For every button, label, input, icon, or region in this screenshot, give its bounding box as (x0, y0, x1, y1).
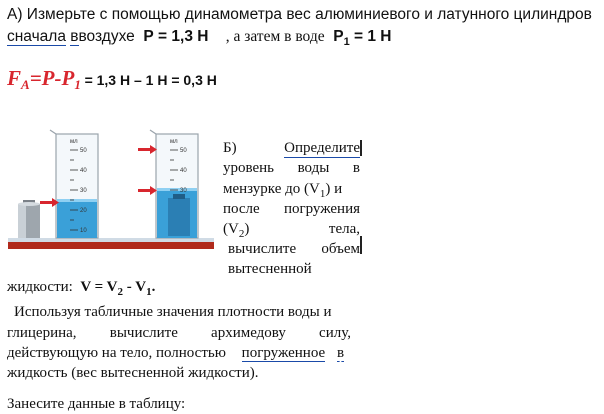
underlined-preposition: в (70, 28, 79, 45)
beakers-illustration (4, 128, 218, 254)
part-b-line-2: уровень воды в (223, 160, 360, 176)
unit-label-left: мл (70, 139, 78, 145)
para-line-4: жидкость (вес вытесненной жидкости). (7, 365, 259, 381)
tick-40-right: 40 (180, 168, 187, 174)
tick-30-right: 30 (180, 188, 187, 194)
tick-20-left: 20 (80, 208, 87, 214)
determine-word: Определите (284, 140, 360, 156)
air-word: воздухе (78, 28, 135, 45)
part-b-line-3: мензурке до $(V_1)$ и (223, 181, 343, 200)
part-b-line-6: вычислите объем (228, 241, 360, 257)
text-cursor-1 (360, 140, 362, 156)
water-level-left (57, 199, 97, 238)
tick-30-left: 30 (80, 188, 87, 194)
formula-p1-subscript: 1 (74, 77, 81, 92)
in-word: в (336, 345, 345, 361)
in-water-text: , а затем в воде (225, 28, 325, 45)
text-cursor-2 (360, 236, 362, 254)
underlined-word-first: сначала (7, 28, 66, 45)
tick-40-left: 40 (80, 168, 87, 174)
tick-50-left: 50 (80, 148, 87, 154)
part-a-line-2 (7, 28, 392, 48)
footer-instruction: Занесите данные в таблицу: (7, 396, 186, 412)
part-b-label: Б) (223, 140, 237, 156)
tick-50-right: 50 (180, 148, 187, 154)
archimedes-formula (7, 66, 217, 93)
para-line-3: действующую на тело, полностью погруженное в (7, 345, 345, 361)
arrow-top (138, 145, 157, 154)
part-a-line-1 (7, 6, 592, 24)
formula-equation: =P-P (29, 66, 75, 90)
beaker-left (50, 130, 98, 238)
formula-calculation: = 1,3 Н – 1 Н = 0,3 Н (84, 72, 217, 88)
submerged-cylinder (168, 198, 190, 236)
unit-label-right: мл (170, 139, 178, 145)
part-b-line-7: вытесненной (228, 261, 312, 277)
part-b-line-8: жидкости: $V = V_2 - V_1$. (7, 279, 156, 298)
force-symbol: F (7, 66, 22, 90)
submerged-word: погруженное (241, 345, 326, 361)
part-b-line-1 (223, 140, 360, 158)
weight-in-air: Р = 1,3 Н (143, 28, 209, 45)
arrow-right (138, 186, 157, 195)
weight-in-water-symbol: Р (333, 28, 344, 45)
part-a-intro-text: А) Измерьте с помощью динамометра вес алюминиевого и латунного цилиндров (7, 6, 592, 23)
metal-cylinder-left (18, 200, 40, 238)
weight-in-water-subscript: 1 (343, 36, 350, 49)
weight-in-water-value: = 1 Н (349, 28, 392, 45)
para-line-2: глицерина, вычислите архимедову силу, (7, 325, 351, 341)
part-b-line-4: после погружения (223, 201, 360, 217)
force-subscript: A (21, 77, 30, 92)
table-base (8, 241, 214, 249)
tick-10-left: 10 (80, 228, 87, 234)
para-line-1: Используя табличные значения плотности воды и (14, 304, 332, 320)
beaker-right (150, 130, 198, 238)
part-b-line-5: $(V_2)$ тела, (223, 221, 360, 240)
